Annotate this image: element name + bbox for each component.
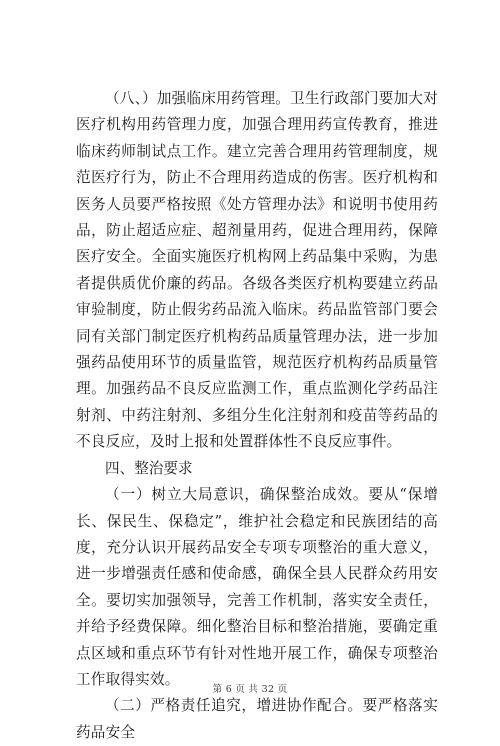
document-body	[76, 86, 438, 746]
paragraph-responsibility: （二）严格责任追究，增进协作配合。要严格落实药品安全	[76, 697, 438, 741]
paragraph-overall-awareness: （一）树立大局意识，确保整治成效。要从“保增长、保民生、保稳定”，维护社会稳定和民族团结的高度，充分认识开展药品安全专项专项整治的重大意义，进一步增强责任感和使命感，确保全县人民群众药用安全。要切实加强领导，完善工作机制，落实安全责任，并给予经费保障。细化整治目标和整治措施，要确定重点区域和重点环节有针对性地开展工作，确保专项整治工作取得实效。	[76, 486, 438, 688]
page-number-footer: 第 6 页 共 32 页	[212, 684, 288, 695]
section-heading-rectification-requirements: 四、整治要求	[105, 459, 193, 477]
paragraph-clinical-drug-management: （八、）加强临床用药管理。卫生行政部门要加大对医疗机构用药管理力度，加强合理用药宣传教育，推进临床药师制试点工作。建立完善合理用药管理制度，规范医疗行为，防止不合理用药造成的伤害。医疗机构和医务人员要严格按照《处方管理办法》和说明书使用药品，防止超适应症、超剂量用药，促进合理用药，保障医疗安全。全面实施医疗机构网上药品集中采购，为患者提供质优价廉的药品。各级各类医疗机构要建立药品审验制度，防止假劣药品流入临床。药品监管部门要会同有关部门制定医疗机构药品质量管理办法，进一步加强药品使用环节的质量监管，规范医疗机构药品质量管理。加强药品不良反应监测工作，重点监测化学药品注射剂、中药注射剂、多组分生化注射剂和疫苗等药品的不良反应，及时上报和处置群体性不良反应事件。	[76, 90, 438, 451]
